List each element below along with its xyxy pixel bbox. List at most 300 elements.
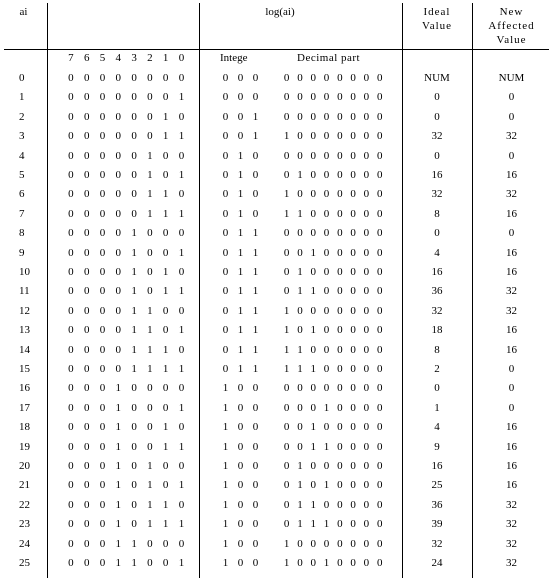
digit: 0 bbox=[350, 304, 356, 317]
log-integer-part bbox=[218, 363, 263, 375]
ai-value: 23 bbox=[19, 518, 30, 531]
digit: 1 bbox=[252, 130, 259, 143]
digit: 1 bbox=[252, 246, 259, 259]
new-affected-value: 16 bbox=[506, 440, 517, 453]
digit: 0 bbox=[147, 440, 153, 453]
digit: 0 bbox=[297, 130, 303, 143]
digit: 0 bbox=[115, 207, 122, 220]
digit: 0 bbox=[147, 246, 153, 259]
digit: 0 bbox=[297, 110, 303, 123]
digit: 0 bbox=[131, 149, 137, 162]
digit: 0 bbox=[68, 207, 74, 220]
digit: 0 bbox=[99, 72, 106, 84]
digit: 1 bbox=[131, 246, 137, 259]
digit: 0 bbox=[323, 382, 330, 395]
ideal-value: 16 bbox=[431, 169, 443, 181]
digit: 0 bbox=[252, 188, 259, 201]
digit: 0 bbox=[68, 382, 74, 395]
ideal-value: NUM bbox=[424, 72, 450, 84]
digit: 0 bbox=[323, 188, 330, 201]
log-integer-part bbox=[218, 111, 263, 123]
digit: 1 bbox=[310, 440, 316, 453]
ai-value: 18 bbox=[19, 421, 30, 434]
digit: 0 bbox=[178, 266, 185, 278]
binary-bits bbox=[63, 188, 189, 200]
ai-value: 12 bbox=[19, 304, 30, 317]
digit: 0 bbox=[363, 72, 370, 84]
digit: 1 bbox=[222, 382, 229, 395]
digit: 1 bbox=[297, 266, 303, 278]
digit: 0 bbox=[376, 246, 383, 259]
digit: 0 bbox=[99, 246, 106, 259]
digit: 0 bbox=[68, 227, 74, 240]
digit: 0 bbox=[222, 130, 229, 143]
digit: 1 bbox=[131, 557, 137, 569]
digit: 0 bbox=[310, 130, 316, 143]
ideal-value: 0 bbox=[434, 110, 440, 123]
new-affected-value: 32 bbox=[506, 188, 517, 201]
digit: 0 bbox=[283, 401, 290, 414]
digit: 1 bbox=[323, 440, 330, 453]
digit: 0 bbox=[350, 227, 356, 240]
log-decimal-part bbox=[280, 91, 386, 103]
digit: 0 bbox=[222, 324, 229, 337]
binary-bits bbox=[63, 479, 189, 491]
digit: 0 bbox=[131, 110, 137, 123]
digit: 0 bbox=[323, 207, 330, 220]
log-integer-part bbox=[218, 91, 263, 103]
bit-position-labels bbox=[63, 52, 189, 64]
new-affected-value: 32 bbox=[506, 285, 517, 298]
ideal-value: 0 bbox=[434, 382, 440, 395]
digit: 0 bbox=[147, 382, 153, 395]
digit: 0 bbox=[350, 343, 356, 356]
digit: 1 bbox=[283, 188, 290, 201]
digit: 1 bbox=[283, 343, 290, 356]
ideal-value: 16 bbox=[431, 266, 443, 278]
digit: 0 bbox=[283, 440, 290, 453]
digit: 0 bbox=[350, 285, 356, 298]
digit: 1 bbox=[252, 266, 259, 278]
digit: 0 bbox=[323, 91, 330, 104]
digit: 0 bbox=[337, 227, 343, 240]
digit: 0 bbox=[99, 149, 106, 162]
digit: 1 bbox=[147, 324, 153, 337]
digit: 0 bbox=[350, 188, 356, 201]
digit: 0 bbox=[83, 188, 90, 201]
digit: 0 bbox=[363, 207, 370, 220]
header-integer-part: Intege bbox=[220, 52, 248, 64]
binary-bits bbox=[63, 208, 189, 220]
digit: 1 bbox=[147, 460, 153, 472]
log-integer-part bbox=[218, 421, 263, 433]
digit: 0 bbox=[363, 188, 370, 201]
digit: 0 bbox=[337, 401, 343, 414]
ai-value: 13 bbox=[19, 324, 30, 337]
digit: 1 bbox=[283, 363, 290, 375]
ai-value: 16 bbox=[19, 382, 30, 395]
digit: 0 bbox=[363, 169, 370, 181]
digit: 0 bbox=[310, 382, 316, 395]
binary-bits bbox=[63, 285, 189, 297]
digit: 0 bbox=[99, 227, 106, 240]
log-decimal-part bbox=[280, 499, 386, 511]
digit: 0 bbox=[363, 246, 370, 259]
digit: 0 bbox=[376, 537, 383, 550]
digit: 0 bbox=[323, 169, 330, 181]
digit: 0 bbox=[297, 537, 303, 550]
digit: 0 bbox=[83, 401, 90, 414]
digit: 0 bbox=[115, 91, 122, 104]
ideal-value: 32 bbox=[431, 130, 443, 143]
digit: 0 bbox=[178, 72, 185, 84]
digit: 1 bbox=[131, 343, 137, 356]
digit: 0 bbox=[350, 382, 356, 395]
digit: 0 bbox=[310, 266, 316, 278]
new-affected-value: 32 bbox=[506, 557, 517, 569]
digit: 1 bbox=[178, 479, 185, 492]
digit: 0 bbox=[147, 130, 153, 143]
digit: 0 bbox=[350, 91, 356, 104]
digit: 0 bbox=[83, 518, 90, 531]
digit: 0 bbox=[131, 91, 137, 104]
digit: 0 bbox=[68, 304, 74, 317]
ideal-value: 39 bbox=[431, 518, 443, 531]
digit: 0 bbox=[252, 91, 259, 104]
ai-value: 21 bbox=[19, 479, 30, 492]
digit: 1 bbox=[310, 498, 316, 511]
digit: 0 bbox=[222, 110, 229, 123]
digit: 0 bbox=[83, 72, 90, 84]
ai-value: 1 bbox=[19, 91, 25, 104]
ideal-value: 32 bbox=[431, 188, 443, 201]
digit: 1 bbox=[147, 304, 153, 317]
ideal-value: 8 bbox=[434, 343, 440, 356]
ai-value: 0 bbox=[19, 72, 25, 84]
digit: 0 bbox=[68, 285, 74, 298]
digit: 0 bbox=[147, 266, 153, 278]
digit: 1 bbox=[178, 169, 185, 181]
digit: 1 bbox=[237, 188, 244, 201]
digit: 0 bbox=[337, 343, 343, 356]
digit: 0 bbox=[350, 479, 356, 492]
ai-value: 14 bbox=[19, 343, 30, 356]
digit: 0 bbox=[363, 343, 370, 356]
digit: 0 bbox=[83, 285, 90, 298]
new-affected-value: 16 bbox=[506, 460, 517, 472]
log-integer-part bbox=[218, 188, 263, 200]
digit: 0 bbox=[337, 188, 343, 201]
ai-value: 24 bbox=[19, 537, 30, 550]
digit: 0 bbox=[283, 72, 290, 84]
digit: 0 bbox=[283, 149, 290, 162]
digit: 1 bbox=[222, 421, 229, 434]
digit: 0 bbox=[376, 382, 383, 395]
digit: 1 bbox=[297, 343, 303, 356]
digit: 0 bbox=[337, 207, 343, 220]
binary-bits bbox=[63, 130, 189, 142]
digit: 0 bbox=[363, 440, 370, 453]
digit: 0 bbox=[222, 343, 229, 356]
log-integer-part bbox=[218, 72, 263, 84]
digit: 0 bbox=[297, 72, 303, 84]
digit: 0 bbox=[376, 266, 383, 278]
ai-value: 4 bbox=[19, 149, 25, 162]
new-affected-value: 0 bbox=[508, 382, 515, 395]
log-decimal-part bbox=[280, 421, 386, 433]
ideal-value: 18 bbox=[431, 324, 443, 337]
digit: 1 bbox=[252, 227, 259, 240]
digit: 0 bbox=[363, 401, 370, 414]
digit: 0 bbox=[376, 363, 383, 375]
binary-bits bbox=[63, 538, 189, 550]
digit: 0 bbox=[350, 72, 356, 84]
digit: 1 bbox=[147, 479, 153, 492]
ai-value: 6 bbox=[19, 188, 25, 201]
digit: 1 bbox=[162, 421, 169, 434]
digit: 0 bbox=[350, 401, 356, 414]
digit: 1 bbox=[162, 363, 169, 375]
digit: 0 bbox=[297, 246, 303, 259]
digit: 0 bbox=[252, 498, 259, 511]
digit: 0 bbox=[252, 479, 259, 492]
log-decimal-part bbox=[280, 363, 386, 375]
digit: 0 bbox=[363, 110, 370, 123]
digit: 0 bbox=[297, 440, 303, 453]
log-decimal-part bbox=[280, 441, 386, 453]
bit-position-label: 4 bbox=[115, 52, 122, 64]
digit: 0 bbox=[337, 363, 343, 375]
digit: 1 bbox=[147, 149, 153, 162]
digit: 0 bbox=[376, 304, 383, 317]
ideal-value: 4 bbox=[434, 421, 440, 434]
digit: 0 bbox=[337, 91, 343, 104]
digit: 0 bbox=[115, 110, 122, 123]
digit: 0 bbox=[252, 207, 259, 220]
digit: 0 bbox=[83, 304, 90, 317]
digit: 1 bbox=[178, 130, 185, 143]
log-integer-part bbox=[218, 305, 263, 317]
digit: 0 bbox=[252, 401, 259, 414]
digit: 0 bbox=[178, 188, 185, 201]
log-decimal-part bbox=[280, 285, 386, 297]
binary-bits bbox=[63, 247, 189, 259]
digit: 0 bbox=[350, 110, 356, 123]
digit: 1 bbox=[147, 498, 153, 511]
digit: 1 bbox=[222, 440, 229, 453]
log-decimal-part bbox=[280, 382, 386, 394]
digit: 0 bbox=[115, 266, 122, 278]
digit: 0 bbox=[83, 421, 90, 434]
digit: 0 bbox=[310, 343, 316, 356]
digit: 0 bbox=[83, 207, 90, 220]
log-decimal-part bbox=[280, 479, 386, 491]
ai-value: 2 bbox=[19, 110, 25, 123]
digit: 1 bbox=[178, 207, 185, 220]
digit: 0 bbox=[178, 343, 185, 356]
digit: 1 bbox=[131, 304, 137, 317]
digit: 0 bbox=[310, 110, 316, 123]
ai-value: 5 bbox=[19, 169, 25, 181]
digit: 0 bbox=[68, 518, 74, 531]
digit: 1 bbox=[115, 518, 122, 531]
ai-value: 11 bbox=[19, 285, 30, 298]
digit: 0 bbox=[115, 343, 122, 356]
digit: 0 bbox=[252, 149, 259, 162]
ideal-value: 9 bbox=[434, 440, 440, 453]
digit: 0 bbox=[337, 304, 343, 317]
digit: 0 bbox=[310, 401, 316, 414]
digit: 0 bbox=[252, 440, 259, 453]
digit: 0 bbox=[131, 130, 137, 143]
digit: 0 bbox=[162, 72, 169, 84]
log-decimal-part bbox=[280, 402, 386, 414]
digit: 0 bbox=[337, 479, 343, 492]
digit: 1 bbox=[178, 246, 185, 259]
digit: 0 bbox=[83, 382, 90, 395]
digit: 1 bbox=[297, 363, 303, 375]
ai-value: 22 bbox=[19, 498, 30, 511]
digit: 1 bbox=[222, 537, 229, 550]
log-integer-part bbox=[218, 227, 263, 239]
digit: 0 bbox=[115, 324, 122, 337]
digit: 0 bbox=[376, 518, 383, 531]
digit: 1 bbox=[162, 130, 169, 143]
ai-value: 20 bbox=[19, 460, 30, 472]
digit: 0 bbox=[68, 91, 74, 104]
ai-value: 10 bbox=[19, 266, 30, 278]
digit: 0 bbox=[147, 72, 153, 84]
digit: 1 bbox=[297, 498, 303, 511]
digit: 0 bbox=[237, 401, 244, 414]
log-decimal-part bbox=[280, 150, 386, 162]
digit: 1 bbox=[147, 363, 153, 375]
digit: 0 bbox=[350, 246, 356, 259]
bit-position-label: 5 bbox=[99, 52, 106, 64]
digit: 1 bbox=[252, 285, 259, 298]
digit: 0 bbox=[99, 401, 106, 414]
digit: 0 bbox=[363, 304, 370, 317]
new-affected-value: 16 bbox=[506, 479, 517, 492]
digit: 0 bbox=[376, 498, 383, 511]
digit: 0 bbox=[178, 498, 185, 511]
new-affected-value: 32 bbox=[506, 518, 517, 531]
ideal-value: 0 bbox=[434, 227, 440, 240]
digit: 0 bbox=[283, 460, 290, 472]
binary-bits bbox=[63, 111, 189, 123]
digit: 1 bbox=[131, 266, 137, 278]
header-decimal-part: Decimal part bbox=[297, 52, 361, 64]
digit: 0 bbox=[115, 130, 122, 143]
digit: 0 bbox=[337, 285, 343, 298]
digit: 0 bbox=[147, 285, 153, 298]
digit: 0 bbox=[297, 149, 303, 162]
digit: 0 bbox=[68, 188, 74, 201]
digit: 0 bbox=[222, 285, 229, 298]
digit: 0 bbox=[363, 149, 370, 162]
digit: 0 bbox=[222, 207, 229, 220]
ideal-value: 24 bbox=[431, 557, 443, 569]
digit: 0 bbox=[99, 343, 106, 356]
log-decimal-part bbox=[280, 247, 386, 259]
digit: 0 bbox=[99, 285, 106, 298]
digit: 0 bbox=[68, 363, 74, 375]
digit: 0 bbox=[83, 557, 90, 569]
digit: 0 bbox=[147, 421, 153, 434]
digit: 1 bbox=[237, 169, 244, 181]
digit: 0 bbox=[178, 110, 185, 123]
digit: 0 bbox=[350, 169, 356, 181]
digit: 0 bbox=[68, 479, 74, 492]
ai-value: 8 bbox=[19, 227, 25, 240]
digit: 1 bbox=[147, 188, 153, 201]
new-affected-value: 16 bbox=[506, 246, 517, 259]
digit: 0 bbox=[350, 460, 356, 472]
digit: 0 bbox=[162, 382, 169, 395]
log-decimal-part bbox=[280, 111, 386, 123]
digit: 0 bbox=[337, 72, 343, 84]
new-affected-value: 16 bbox=[506, 421, 517, 434]
digit: 0 bbox=[323, 246, 330, 259]
digit: 0 bbox=[323, 537, 330, 550]
digit: 0 bbox=[68, 130, 74, 143]
digit: 0 bbox=[252, 72, 259, 84]
digit: 0 bbox=[237, 91, 244, 104]
digit: 0 bbox=[162, 557, 169, 569]
digit: 1 bbox=[297, 460, 303, 472]
digit: 0 bbox=[99, 440, 106, 453]
new-affected-value: 32 bbox=[506, 498, 517, 511]
digit: 1 bbox=[323, 401, 330, 414]
digit: 0 bbox=[323, 343, 330, 356]
digit: 0 bbox=[162, 91, 169, 104]
digit: 0 bbox=[178, 227, 185, 240]
digit: 0 bbox=[310, 227, 316, 240]
digit: 1 bbox=[237, 285, 244, 298]
digit: 0 bbox=[99, 304, 106, 317]
digit: 0 bbox=[222, 363, 229, 375]
bit-position-label: 0 bbox=[178, 52, 185, 64]
ideal-value: 0 bbox=[434, 149, 440, 162]
digit: 0 bbox=[99, 169, 106, 181]
digit: 0 bbox=[68, 324, 74, 337]
digit: 1 bbox=[178, 401, 185, 414]
digit: 0 bbox=[323, 72, 330, 84]
digit: 0 bbox=[310, 557, 316, 569]
digit: 0 bbox=[297, 421, 303, 434]
digit: 0 bbox=[350, 149, 356, 162]
digit: 0 bbox=[337, 537, 343, 550]
log-decimal-part bbox=[280, 557, 386, 569]
digit: 0 bbox=[350, 498, 356, 511]
digit: 0 bbox=[162, 227, 169, 240]
digit: 0 bbox=[323, 227, 330, 240]
digit: 0 bbox=[83, 110, 90, 123]
digit: 0 bbox=[350, 518, 356, 531]
digit: 0 bbox=[297, 324, 303, 337]
new-affected-value: NUM bbox=[498, 72, 525, 84]
new-affected-value: 0 bbox=[508, 401, 515, 414]
digit: 0 bbox=[283, 479, 290, 492]
digit: 0 bbox=[99, 363, 106, 375]
digit: 1 bbox=[131, 285, 137, 298]
digit: 0 bbox=[222, 169, 229, 181]
digit: 0 bbox=[99, 266, 106, 278]
digit: 0 bbox=[323, 110, 330, 123]
ideal-value: 36 bbox=[431, 285, 443, 298]
new-affected-value: 16 bbox=[506, 266, 517, 278]
digit: 0 bbox=[162, 246, 169, 259]
